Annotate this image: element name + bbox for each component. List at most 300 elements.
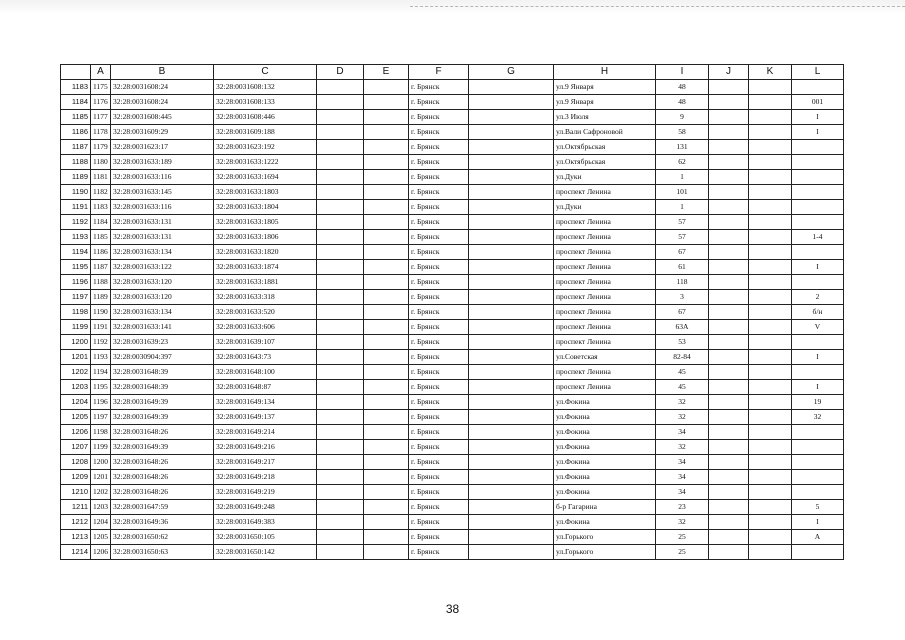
cell-d[interactable] [317,245,364,260]
cell-l[interactable]: 5 [792,500,844,515]
cell-a[interactable]: 1183 [91,200,111,215]
cell-d[interactable] [317,440,364,455]
cell-f[interactable]: г. Брянск [409,470,469,485]
cell-g[interactable] [469,500,554,515]
cell-a[interactable]: 1203 [91,500,111,515]
cell-g[interactable] [469,485,554,500]
row-header[interactable]: 1196 [61,275,91,290]
cell-i[interactable]: 118 [656,275,709,290]
cell-c[interactable]: 32:28:0031649:219 [214,485,317,500]
cell-k[interactable] [749,515,792,530]
cell-l[interactable]: I [792,260,844,275]
cell-k[interactable] [749,110,792,125]
cell-i[interactable]: 34 [656,485,709,500]
cell-d[interactable] [317,290,364,305]
row-header[interactable]: 1188 [61,155,91,170]
cell-g[interactable] [469,305,554,320]
cell-d[interactable] [317,305,364,320]
cell-f[interactable]: г. Брянск [409,350,469,365]
cell-e[interactable] [364,440,409,455]
cell-g[interactable] [469,365,554,380]
cell-d[interactable] [317,530,364,545]
cell-j[interactable] [709,185,749,200]
cell-e[interactable] [364,425,409,440]
cell-i[interactable]: 25 [656,530,709,545]
cell-a[interactable]: 1194 [91,365,111,380]
cell-k[interactable] [749,455,792,470]
cell-e[interactable] [364,245,409,260]
cell-g[interactable] [469,530,554,545]
cell-h[interactable]: проспект Ленина [554,290,656,305]
cell-i[interactable]: 32 [656,410,709,425]
cell-d[interactable] [317,500,364,515]
cell-a[interactable]: 1179 [91,140,111,155]
cell-i[interactable]: 58 [656,125,709,140]
row-header[interactable]: 1203 [61,380,91,395]
cell-b[interactable]: 32:28:0031623:17 [111,140,214,155]
cell-i[interactable]: 34 [656,470,709,485]
cell-l[interactable]: 19 [792,395,844,410]
cell-g[interactable] [469,395,554,410]
row-header[interactable]: 1194 [61,245,91,260]
cell-g[interactable] [469,110,554,125]
cell-l[interactable]: V [792,320,844,335]
cell-e[interactable] [364,350,409,365]
cell-b[interactable]: 32:28:0031633:141 [111,320,214,335]
cell-c[interactable]: 32:28:0031649:216 [214,440,317,455]
cell-a[interactable]: 1189 [91,290,111,305]
column-header-c[interactable]: C [214,65,317,80]
cell-h[interactable]: ул.Фокина [554,515,656,530]
cell-c[interactable]: 32:28:0031649:134 [214,395,317,410]
column-header-g[interactable]: G [469,65,554,80]
cell-e[interactable] [364,455,409,470]
cell-a[interactable]: 1201 [91,470,111,485]
cell-i[interactable]: 48 [656,95,709,110]
cell-l[interactable] [792,245,844,260]
cell-l[interactable]: 1-4 [792,230,844,245]
cell-a[interactable]: 1197 [91,410,111,425]
cell-k[interactable] [749,395,792,410]
cell-e[interactable] [364,335,409,350]
cell-a[interactable]: 1177 [91,110,111,125]
cell-j[interactable] [709,275,749,290]
cell-c[interactable]: 32:28:0031643:73 [214,350,317,365]
cell-c[interactable]: 32:28:0031649:137 [214,410,317,425]
cell-i[interactable]: 48 [656,80,709,95]
cell-b[interactable]: 32:28:0031650:62 [111,530,214,545]
cell-b[interactable]: 32:28:0031648:26 [111,455,214,470]
cell-g[interactable] [469,290,554,305]
cell-a[interactable]: 1192 [91,335,111,350]
cell-f[interactable]: г. Брянск [409,275,469,290]
cell-a[interactable]: 1188 [91,275,111,290]
cell-g[interactable] [469,440,554,455]
cell-l[interactable]: I [792,350,844,365]
column-header-k[interactable]: K [749,65,792,80]
cell-a[interactable]: 1206 [91,545,111,560]
cell-k[interactable] [749,155,792,170]
cell-b[interactable]: 32:28:0031633:134 [111,245,214,260]
cell-i[interactable]: 101 [656,185,709,200]
cell-j[interactable] [709,365,749,380]
cell-j[interactable] [709,410,749,425]
cell-g[interactable] [469,380,554,395]
cell-b[interactable]: 32:28:0031633:122 [111,260,214,275]
cell-d[interactable] [317,410,364,425]
cell-b[interactable]: 32:28:0031639:23 [111,335,214,350]
cell-f[interactable]: г. Брянск [409,95,469,110]
cell-c[interactable]: 32:28:0031609:188 [214,125,317,140]
cell-h[interactable]: проспект Ленина [554,320,656,335]
cell-g[interactable] [469,455,554,470]
cell-e[interactable] [364,170,409,185]
cell-k[interactable] [749,125,792,140]
row-header[interactable]: 1214 [61,545,91,560]
cell-k[interactable] [749,215,792,230]
cell-d[interactable] [317,275,364,290]
cell-d[interactable] [317,200,364,215]
row-header[interactable]: 1207 [61,440,91,455]
cell-i[interactable]: 32 [656,395,709,410]
cell-f[interactable]: г. Брянск [409,305,469,320]
cell-l[interactable] [792,275,844,290]
cell-c[interactable]: 32:28:0031623:192 [214,140,317,155]
cell-g[interactable] [469,260,554,275]
cell-j[interactable] [709,170,749,185]
cell-f[interactable]: г. Брянск [409,500,469,515]
row-header[interactable]: 1205 [61,410,91,425]
cell-f[interactable]: г. Брянск [409,290,469,305]
cell-i[interactable]: 23 [656,500,709,515]
cell-b[interactable]: 32:28:0031608:445 [111,110,214,125]
cell-c[interactable]: 32:28:0031633:1820 [214,245,317,260]
cell-a[interactable]: 1184 [91,215,111,230]
cell-j[interactable] [709,470,749,485]
cell-k[interactable] [749,305,792,320]
cell-a[interactable]: 1195 [91,380,111,395]
cell-g[interactable] [469,275,554,290]
cell-e[interactable] [364,530,409,545]
cell-b[interactable]: 32:28:0030904:397 [111,350,214,365]
cell-b[interactable]: 32:28:0031608:24 [111,80,214,95]
cell-j[interactable] [709,80,749,95]
cell-a[interactable]: 1182 [91,185,111,200]
cell-b[interactable]: 32:28:0031649:39 [111,410,214,425]
cell-l[interactable]: I [792,515,844,530]
cell-k[interactable] [749,290,792,305]
cell-c[interactable]: 32:28:0031633:1806 [214,230,317,245]
cell-f[interactable]: г. Брянск [409,185,469,200]
cell-i[interactable]: 67 [656,245,709,260]
column-header-j[interactable]: J [709,65,749,80]
cell-l[interactable]: I [792,110,844,125]
cell-i[interactable]: 53 [656,335,709,350]
cell-k[interactable] [749,440,792,455]
cell-c[interactable]: 32:28:0031633:1803 [214,185,317,200]
cell-k[interactable] [749,170,792,185]
cell-l[interactable]: 32 [792,410,844,425]
cell-g[interactable] [469,245,554,260]
cell-j[interactable] [709,320,749,335]
cell-g[interactable] [469,95,554,110]
cell-h[interactable]: ул.Фокина [554,395,656,410]
cell-h[interactable]: проспект Ленина [554,335,656,350]
cell-a[interactable]: 1175 [91,80,111,95]
cell-f[interactable]: г. Брянск [409,140,469,155]
column-header-f[interactable]: F [409,65,469,80]
cell-e[interactable] [364,275,409,290]
cell-d[interactable] [317,80,364,95]
cell-g[interactable] [469,185,554,200]
cell-i[interactable]: 9 [656,110,709,125]
cell-e[interactable] [364,470,409,485]
cell-l[interactable] [792,440,844,455]
cell-f[interactable]: г. Брянск [409,485,469,500]
cell-l[interactable]: 001 [792,95,844,110]
cell-k[interactable] [749,545,792,560]
cell-k[interactable] [749,350,792,365]
cell-h[interactable]: ул.Горького [554,545,656,560]
cell-h[interactable]: ул.Октябрьская [554,140,656,155]
cell-k[interactable] [749,80,792,95]
cell-e[interactable] [364,110,409,125]
cell-j[interactable] [709,290,749,305]
cell-d[interactable] [317,95,364,110]
column-header-h[interactable]: H [554,65,656,80]
cell-k[interactable] [749,200,792,215]
cell-d[interactable] [317,335,364,350]
row-header[interactable]: 1187 [61,140,91,155]
cell-b[interactable]: 32:28:0031633:116 [111,170,214,185]
cell-i[interactable]: 82-84 [656,350,709,365]
cell-e[interactable] [364,80,409,95]
cell-f[interactable]: г. Брянск [409,335,469,350]
column-header-b[interactable]: B [111,65,214,80]
column-header-l[interactable]: L [792,65,844,80]
cell-a[interactable]: 1202 [91,485,111,500]
cell-e[interactable] [364,215,409,230]
cell-i[interactable]: 57 [656,215,709,230]
row-header[interactable]: 1206 [61,425,91,440]
cell-k[interactable] [749,500,792,515]
row-header[interactable]: 1209 [61,470,91,485]
cell-g[interactable] [469,215,554,230]
cell-j[interactable] [709,530,749,545]
cell-b[interactable]: 32:28:0031649:39 [111,440,214,455]
cell-j[interactable] [709,455,749,470]
row-header[interactable]: 1183 [61,80,91,95]
cell-h[interactable]: ул.Фокина [554,455,656,470]
cell-j[interactable] [709,200,749,215]
row-header[interactable]: 1213 [61,530,91,545]
cell-e[interactable] [364,410,409,425]
cell-i[interactable]: 61 [656,260,709,275]
cell-h[interactable]: проспект Ленина [554,215,656,230]
cell-k[interactable] [749,365,792,380]
cell-j[interactable] [709,125,749,140]
cell-a[interactable]: 1191 [91,320,111,335]
cell-i[interactable]: 25 [656,545,709,560]
cell-j[interactable] [709,215,749,230]
cell-d[interactable] [317,545,364,560]
cell-c[interactable]: 32:28:0031633:1804 [214,200,317,215]
cell-f[interactable]: г. Брянск [409,545,469,560]
cell-j[interactable] [709,260,749,275]
cell-h[interactable]: проспект Ленина [554,365,656,380]
column-header-e[interactable]: E [364,65,409,80]
cell-c[interactable]: 32:28:0031633:606 [214,320,317,335]
cell-c[interactable]: 32:28:0031608:446 [214,110,317,125]
cell-b[interactable]: 32:28:0031648:39 [111,380,214,395]
cell-f[interactable]: г. Брянск [409,80,469,95]
cell-b[interactable]: 32:28:0031633:189 [111,155,214,170]
cell-h[interactable]: проспект Ленина [554,245,656,260]
cell-g[interactable] [469,140,554,155]
cell-g[interactable] [469,335,554,350]
cell-l[interactable] [792,455,844,470]
cell-j[interactable] [709,335,749,350]
cell-f[interactable]: г. Брянск [409,200,469,215]
cell-a[interactable]: 1187 [91,260,111,275]
cell-c[interactable]: 32:28:0031649:217 [214,455,317,470]
cell-c[interactable]: 32:28:0031649:218 [214,470,317,485]
cell-j[interactable] [709,110,749,125]
cell-a[interactable]: 1185 [91,230,111,245]
cell-f[interactable]: г. Брянск [409,425,469,440]
cell-k[interactable] [749,95,792,110]
cell-k[interactable] [749,245,792,260]
cell-b[interactable]: 32:28:0031648:26 [111,470,214,485]
cell-f[interactable]: г. Брянск [409,170,469,185]
cell-f[interactable]: г. Брянск [409,320,469,335]
cell-i[interactable]: 45 [656,365,709,380]
cell-e[interactable] [364,140,409,155]
cell-h[interactable]: ул.Фокина [554,410,656,425]
row-header[interactable]: 1200 [61,335,91,350]
cell-d[interactable] [317,485,364,500]
cell-l[interactable]: 2 [792,290,844,305]
cell-b[interactable]: 32:28:0031608:24 [111,95,214,110]
cell-i[interactable]: 34 [656,425,709,440]
row-header[interactable]: 1202 [61,365,91,380]
cell-l[interactable] [792,200,844,215]
cell-d[interactable] [317,425,364,440]
cell-c[interactable]: 32:28:0031608:133 [214,95,317,110]
cell-c[interactable]: 32:28:0031649:383 [214,515,317,530]
cell-c[interactable]: 32:28:0031648:87 [214,380,317,395]
cell-e[interactable] [364,305,409,320]
cell-i[interactable]: 1 [656,170,709,185]
row-header[interactable]: 1184 [61,95,91,110]
cell-j[interactable] [709,245,749,260]
cell-j[interactable] [709,350,749,365]
cell-h[interactable]: ул.Фокина [554,470,656,485]
cell-l[interactable] [792,185,844,200]
cell-c[interactable]: 32:28:0031639:107 [214,335,317,350]
cell-b[interactable]: 32:28:0031649:39 [111,395,214,410]
row-header[interactable]: 1199 [61,320,91,335]
cell-h[interactable]: ул.Горького [554,530,656,545]
row-header[interactable]: 1212 [61,515,91,530]
cell-c[interactable]: 32:28:0031649:214 [214,425,317,440]
row-header[interactable]: 1210 [61,485,91,500]
cell-b[interactable]: 32:28:0031633:131 [111,215,214,230]
cell-d[interactable] [317,260,364,275]
cell-f[interactable]: г. Брянск [409,365,469,380]
cell-g[interactable] [469,200,554,215]
cell-e[interactable] [364,95,409,110]
cell-e[interactable] [364,545,409,560]
cell-b[interactable]: 32:28:0031633:145 [111,185,214,200]
cell-g[interactable] [469,410,554,425]
cell-j[interactable] [709,485,749,500]
row-header[interactable]: 1189 [61,170,91,185]
cell-d[interactable] [317,455,364,470]
cell-h[interactable]: ул.Вали Сафроновой [554,125,656,140]
cell-h[interactable]: ул.Дуки [554,200,656,215]
cell-j[interactable] [709,95,749,110]
cell-f[interactable]: г. Брянск [409,110,469,125]
cell-g[interactable] [469,155,554,170]
cell-b[interactable]: 32:28:0031648:26 [111,425,214,440]
cell-d[interactable] [317,395,364,410]
row-header[interactable]: 1190 [61,185,91,200]
cell-h[interactable]: ул.Фокина [554,440,656,455]
cell-d[interactable] [317,365,364,380]
corner-header[interactable] [61,65,91,80]
cell-j[interactable] [709,380,749,395]
cell-k[interactable] [749,185,792,200]
cell-l[interactable] [792,215,844,230]
cell-c[interactable]: 32:28:0031633:1874 [214,260,317,275]
cell-c[interactable]: 32:28:0031649:248 [214,500,317,515]
cell-k[interactable] [749,140,792,155]
cell-f[interactable]: г. Брянск [409,230,469,245]
cell-i[interactable]: 57 [656,230,709,245]
cell-h[interactable]: проспект Ленина [554,380,656,395]
cell-k[interactable] [749,530,792,545]
cell-b[interactable]: 32:28:0031647:59 [111,500,214,515]
cell-j[interactable] [709,230,749,245]
cell-f[interactable]: г. Брянск [409,515,469,530]
cell-l[interactable] [792,365,844,380]
cell-c[interactable]: 32:28:0031633:520 [214,305,317,320]
cell-c[interactable]: 32:28:0031633:1881 [214,275,317,290]
column-header-a[interactable]: A [91,65,111,80]
cell-b[interactable]: 32:28:0031648:26 [111,485,214,500]
cell-l[interactable] [792,80,844,95]
cell-k[interactable] [749,260,792,275]
cell-h[interactable]: ул.Дуки [554,170,656,185]
cell-i[interactable]: 62 [656,155,709,170]
cell-a[interactable]: 1180 [91,155,111,170]
cell-d[interactable] [317,515,364,530]
cell-h[interactable]: б-р Гагарина [554,500,656,515]
cell-l[interactable]: б/н [792,305,844,320]
cell-h[interactable]: ул.Советская [554,350,656,365]
cell-e[interactable] [364,320,409,335]
cell-i[interactable]: 32 [656,440,709,455]
cell-c[interactable]: 32:28:0031633:1222 [214,155,317,170]
cell-a[interactable]: 1176 [91,95,111,110]
cell-a[interactable]: 1193 [91,350,111,365]
cell-a[interactable]: 1178 [91,125,111,140]
cell-b[interactable]: 32:28:0031633:134 [111,305,214,320]
cell-d[interactable] [317,380,364,395]
cell-b[interactable]: 32:28:0031633:120 [111,275,214,290]
cell-e[interactable] [364,230,409,245]
